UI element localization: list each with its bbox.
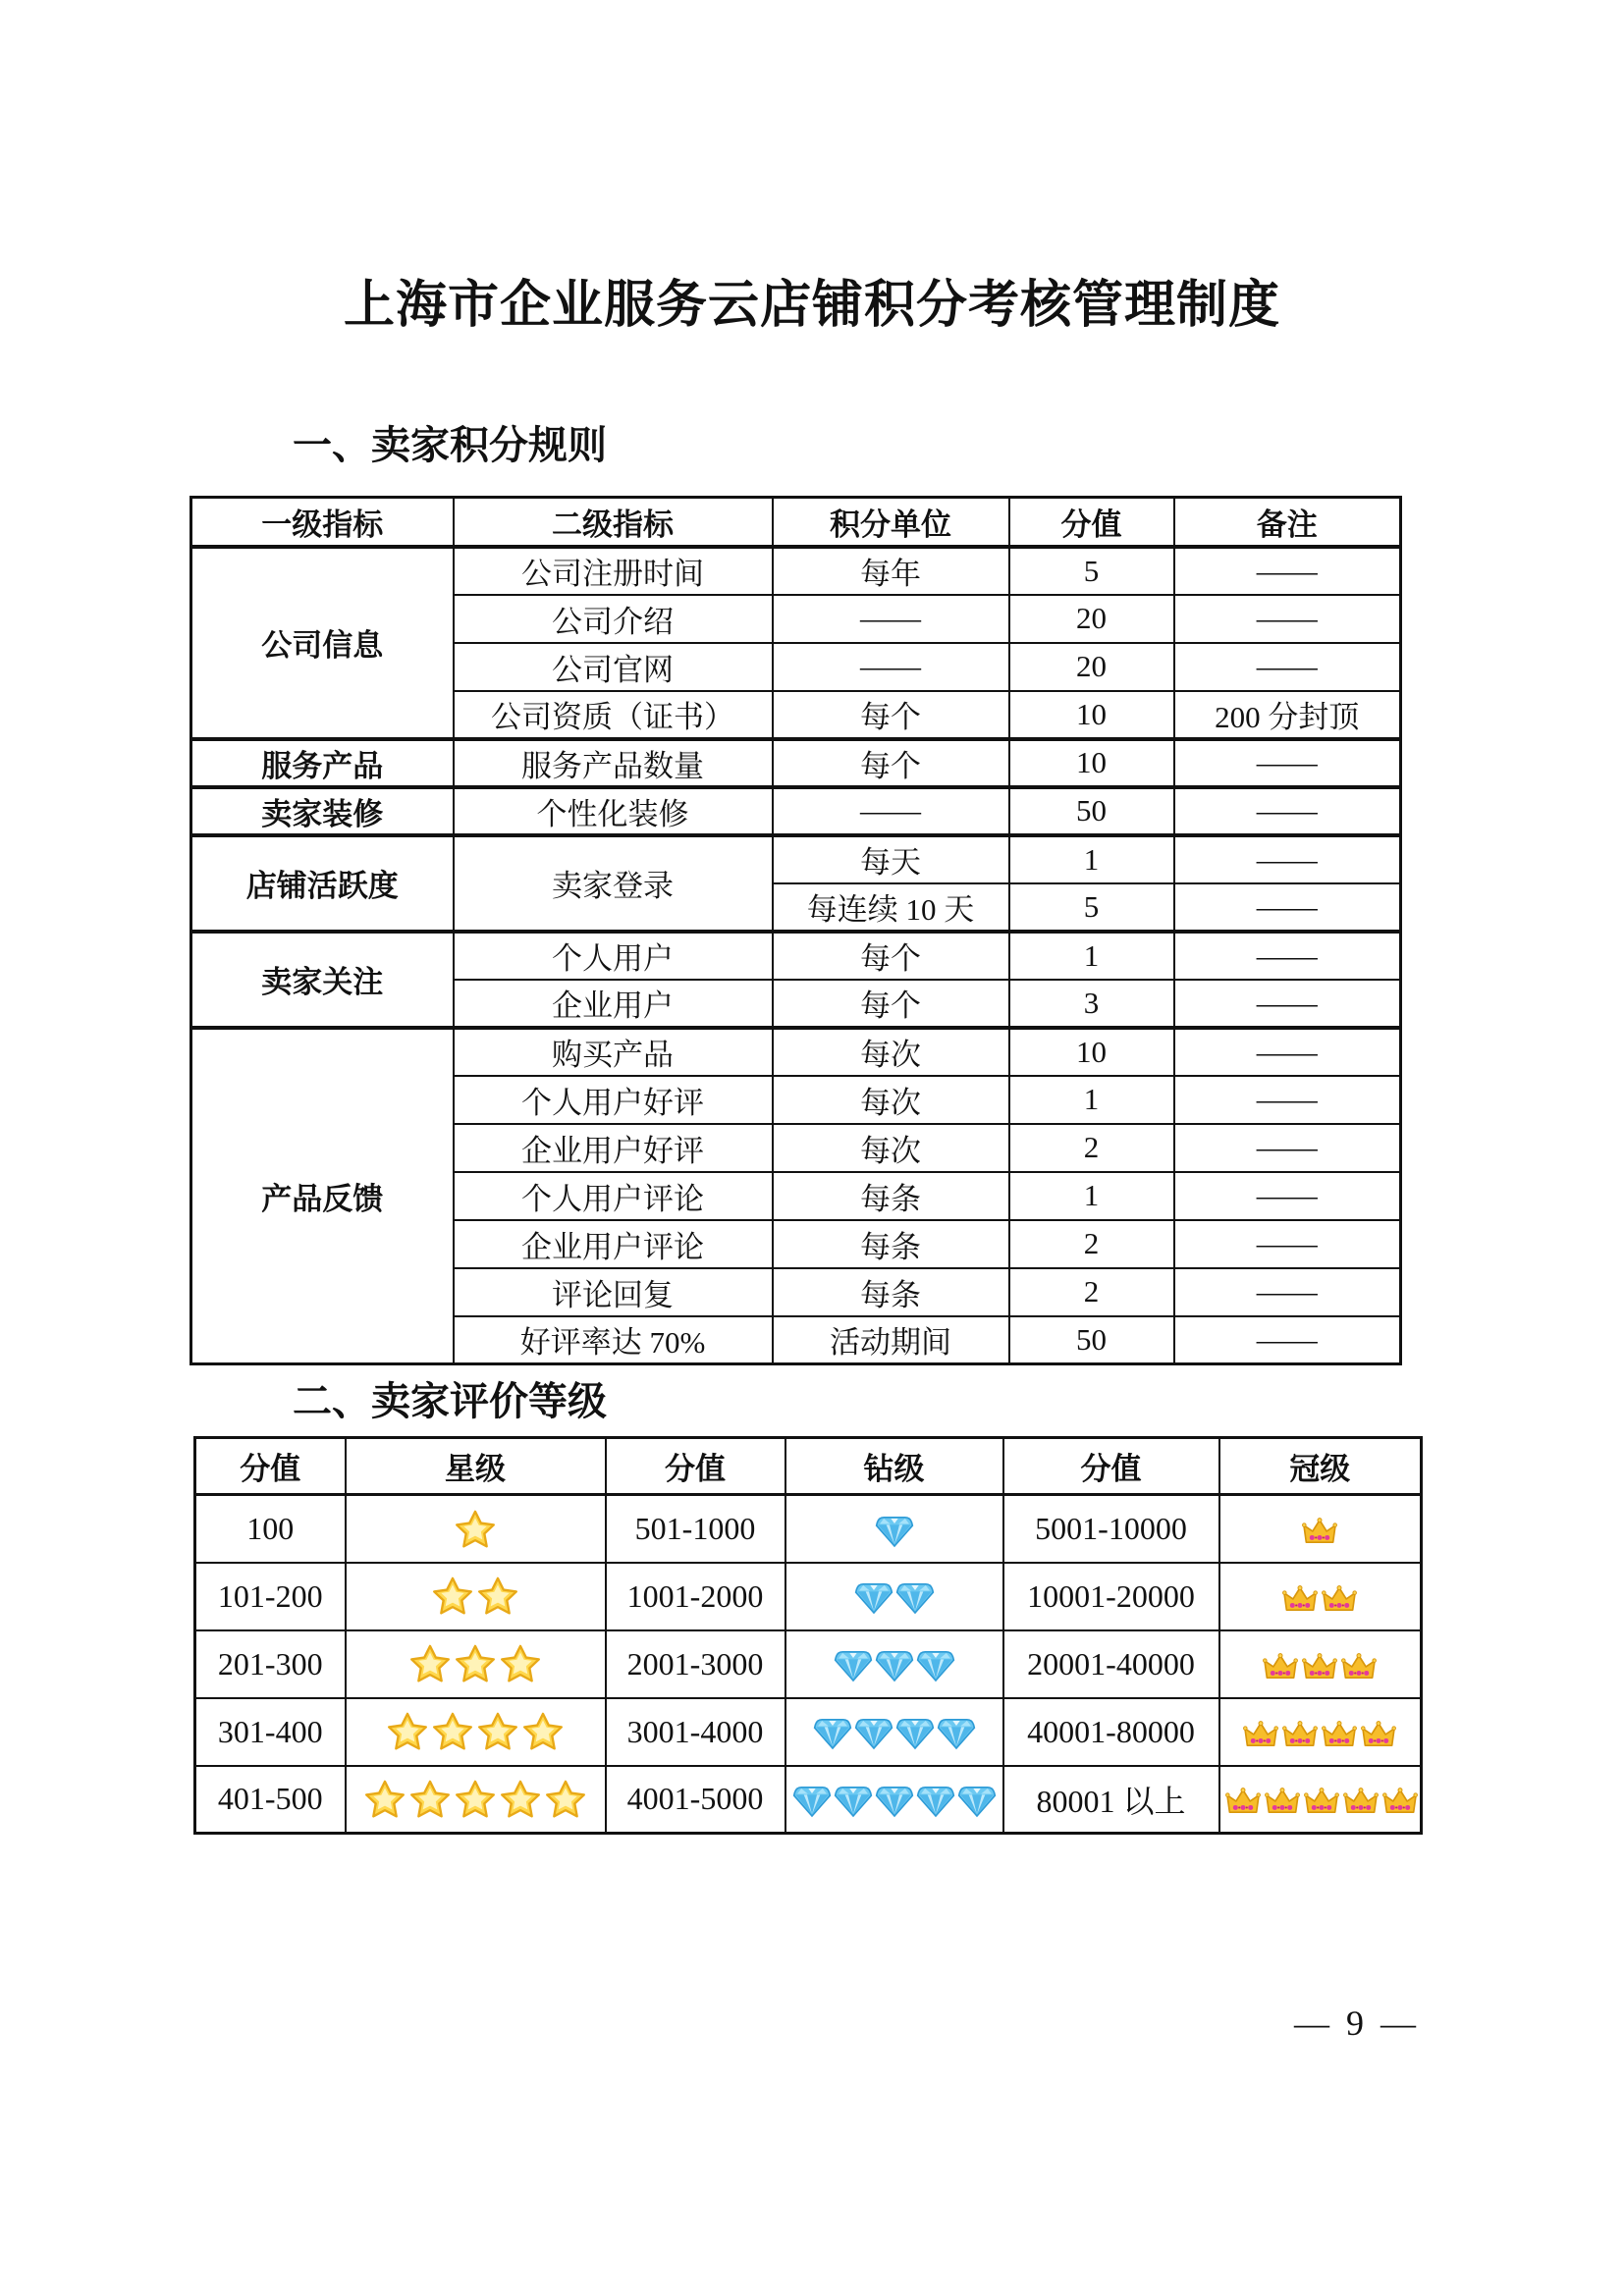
star-icon-row [454,1509,497,1550]
points-cell: 10 [1009,739,1174,787]
points-cell: 10 [1009,1028,1174,1076]
crown-icon [1301,1517,1338,1547]
star-score-cell: 101-200 [195,1563,346,1630]
star-icon [476,1575,519,1617]
points-cell: 公司介绍 [454,595,773,643]
diamond-icon-row [834,1649,955,1682]
points-cell: —— [1174,932,1401,980]
points-cell: 活动期间 [773,1316,1009,1364]
points-cell: 每条 [773,1268,1009,1316]
points-cell: 服务产品数量 [454,739,773,787]
points-cell: 200 分封顶 [1174,691,1401,739]
star-level-cell [346,1766,606,1834]
points-cell: 20 [1009,595,1174,643]
crown-icon-row [1262,1652,1378,1682]
category-cell: 服务产品 [191,739,454,787]
seller-points-table [189,496,1402,1365]
diamond-icon [792,1785,832,1818]
points-cell: —— [1174,835,1401,883]
star-icon [544,1779,587,1820]
section-1-heading: 一、卖家积分规则 [293,424,607,467]
points-cell: —— [1174,643,1401,691]
rating-table-row [195,1563,1422,1630]
rating-table-row [195,1766,1422,1834]
points-cell: —— [1174,595,1401,643]
star-icon [454,1779,497,1820]
crown-icon [1342,1787,1380,1817]
diamond-level-cell [785,1766,1003,1834]
crown-icon-row [1301,1517,1338,1547]
points-column-header: 一级指标 [191,498,454,547]
points-cell: 1 [1009,835,1174,883]
star-score-cell: 100 [195,1495,346,1563]
star-level-cell [346,1495,606,1563]
star-icon-row [431,1575,519,1617]
crown-icon [1303,1787,1340,1817]
points-cell: —— [1174,1220,1401,1268]
star-icon [476,1711,519,1752]
star-icon [408,1779,452,1820]
points-cell: —— [773,643,1009,691]
points-cell: —— [1174,739,1401,787]
diamond-icon [834,1785,873,1818]
points-table-body [191,547,1401,1364]
points-cell: 10 [1009,691,1174,739]
crown-icon [1321,1584,1358,1615]
points-cell: 每次 [773,1076,1009,1124]
seller-rating-table [193,1436,1423,1835]
points-cell: 2 [1009,1268,1174,1316]
diamond-score-cell: 3001-4000 [606,1698,785,1766]
diamond-icon-row [813,1717,976,1750]
points-cell: —— [1174,1268,1401,1316]
points-cell: 50 [1009,1316,1174,1364]
rating-table-row [195,1698,1422,1766]
diamond-level-cell [785,1495,1003,1563]
points-cell: 1 [1009,1172,1174,1220]
crown-level-cell [1219,1563,1422,1630]
points-cell: 企业用户 [454,980,773,1028]
category-cell: 产品反馈 [191,1028,454,1364]
diamond-icon [916,1785,955,1818]
points-column-header: 二级指标 [454,498,773,547]
points-cell: 每个 [773,739,1009,787]
category-cell: 店铺活跃度 [191,835,454,932]
category-cell: 卖家装修 [191,787,454,835]
diamond-score-cell: 2001-3000 [606,1630,785,1698]
crown-score-cell: 20001-40000 [1003,1630,1219,1698]
points-cell: 个性化装修 [454,787,773,835]
rating-column-header: 分值 [1003,1438,1219,1495]
points-cell: 公司官网 [454,643,773,691]
category-cell: 卖家关注 [191,932,454,1028]
page-number: — 9 — [1294,2003,1420,2043]
points-cell: 每天 [773,835,1009,883]
star-icon [499,1643,542,1684]
star-icon [454,1643,497,1684]
rating-table-row [195,1495,1422,1563]
points-cell: —— [773,595,1009,643]
points-cell: 3 [1009,980,1174,1028]
crown-score-cell: 40001-80000 [1003,1698,1219,1766]
diamond-icon [875,1515,914,1548]
points-cell: 公司注册时间 [454,547,773,595]
rating-column-header: 分值 [195,1438,346,1495]
diamond-score-cell: 501-1000 [606,1495,785,1563]
document-title: 上海市企业服务云店铺积分考核管理制度 [343,277,1280,334]
points-cell: —— [1174,883,1401,932]
points-cell: 每年 [773,547,1009,595]
points-table-row [191,1028,1401,1076]
star-icon [431,1711,474,1752]
star-icon [521,1711,565,1752]
category-cell: 公司信息 [191,547,454,739]
crown-icon [1262,1652,1299,1682]
star-icon-row [386,1711,565,1752]
points-cell: 评论回复 [454,1268,773,1316]
star-score-cell: 201-300 [195,1630,346,1698]
points-header-row [191,498,1401,547]
rating-header-row [195,1438,1422,1495]
crown-icon [1224,1787,1262,1817]
points-cell: 2 [1009,1124,1174,1172]
crown-score-cell: 5001-10000 [1003,1495,1219,1563]
crown-level-cell [1219,1698,1422,1766]
crown-level-cell [1219,1495,1422,1563]
star-icon-row [408,1643,542,1684]
points-table-row [191,739,1401,787]
rating-column-header: 分值 [606,1438,785,1495]
points-table-row [191,547,1401,595]
crown-icon [1264,1787,1301,1817]
points-cell: 购买产品 [454,1028,773,1076]
points-cell: 卖家登录 [454,835,773,932]
rating-table-row [195,1630,1422,1698]
diamond-icon [854,1581,893,1615]
diamond-icon [875,1649,914,1682]
points-cell: 企业用户好评 [454,1124,773,1172]
points-cell: 每个 [773,980,1009,1028]
section-2-heading: 二、卖家评价等级 [293,1380,607,1423]
points-cell: 每连续 10 天 [773,883,1009,932]
diamond-icon-row [875,1515,914,1548]
star-icon [499,1779,542,1820]
points-cell: —— [773,787,1009,835]
crown-icon [1360,1720,1397,1750]
star-icon [408,1643,452,1684]
points-table-header [191,498,1401,547]
points-cell: 每次 [773,1028,1009,1076]
star-icon-row [363,1779,587,1820]
rating-table-body [195,1495,1422,1834]
star-level-cell [346,1698,606,1766]
points-cell: —— [1174,1172,1401,1220]
points-cell: —— [1174,547,1401,595]
points-cell: —— [1174,980,1401,1028]
crown-icon [1321,1720,1358,1750]
points-cell: 好评率达 70% [454,1316,773,1364]
star-level-cell [346,1563,606,1630]
crown-score-cell: 10001-20000 [1003,1563,1219,1630]
star-score-cell: 301-400 [195,1698,346,1766]
crown-level-cell [1219,1630,1422,1698]
diamond-icon [854,1717,893,1750]
points-table-row [191,835,1401,883]
diamond-icon [937,1717,976,1750]
rating-column-header: 钻级 [785,1438,1003,1495]
points-cell: 1 [1009,932,1174,980]
crown-score-cell: 80001 以上 [1003,1766,1219,1834]
diamond-level-cell [785,1563,1003,1630]
crown-icon [1281,1584,1319,1615]
points-cell: 每条 [773,1220,1009,1268]
diamond-icon [895,1717,935,1750]
diamond-icon-row [792,1785,997,1818]
diamond-icon-row [854,1581,935,1615]
crown-icon [1381,1787,1419,1817]
points-cell: 5 [1009,883,1174,932]
diamond-icon [895,1581,935,1615]
rating-column-header: 冠级 [1219,1438,1422,1495]
points-cell: —— [1174,1028,1401,1076]
crown-icon-row [1224,1787,1419,1817]
points-cell: —— [1174,1076,1401,1124]
points-column-header: 分值 [1009,498,1174,547]
points-column-header: 备注 [1174,498,1401,547]
points-table-row [191,932,1401,980]
points-cell: —— [1174,787,1401,835]
points-cell: 公司资质（证书） [454,691,773,739]
star-icon [454,1509,497,1550]
points-cell: 企业用户评论 [454,1220,773,1268]
points-table-row [191,787,1401,835]
diamond-icon [957,1785,997,1818]
points-cell: 个人用户好评 [454,1076,773,1124]
star-icon [386,1711,429,1752]
rating-table-header [195,1438,1422,1495]
star-icon [431,1575,474,1617]
points-cell: —— [1174,1316,1401,1364]
diamond-icon [813,1717,852,1750]
points-cell: 每条 [773,1172,1009,1220]
crown-level-cell [1219,1766,1422,1834]
points-cell: 个人用户 [454,932,773,980]
diamond-icon [834,1649,873,1682]
points-cell: 20 [1009,643,1174,691]
points-cell: —— [1174,1124,1401,1172]
star-icon [363,1779,406,1820]
crown-icon [1301,1652,1338,1682]
diamond-score-cell: 1001-2000 [606,1563,785,1630]
crown-icon [1340,1652,1378,1682]
rating-column-header: 星级 [346,1438,606,1495]
crown-icon [1281,1720,1319,1750]
points-cell: 个人用户评论 [454,1172,773,1220]
points-cell: 5 [1009,547,1174,595]
crown-icon [1242,1720,1279,1750]
points-cell: 每次 [773,1124,1009,1172]
crown-icon-row [1242,1720,1397,1750]
crown-icon-row [1281,1584,1358,1615]
diamond-icon [875,1785,914,1818]
diamond-icon [916,1649,955,1682]
star-level-cell [346,1630,606,1698]
points-cell: 50 [1009,787,1174,835]
diamond-score-cell: 4001-5000 [606,1766,785,1834]
points-cell: 2 [1009,1220,1174,1268]
diamond-level-cell [785,1630,1003,1698]
points-cell: 1 [1009,1076,1174,1124]
points-cell: 每个 [773,932,1009,980]
star-score-cell: 401-500 [195,1766,346,1834]
diamond-level-cell [785,1698,1003,1766]
points-cell: 每个 [773,691,1009,739]
points-column-header: 积分单位 [773,498,1009,547]
